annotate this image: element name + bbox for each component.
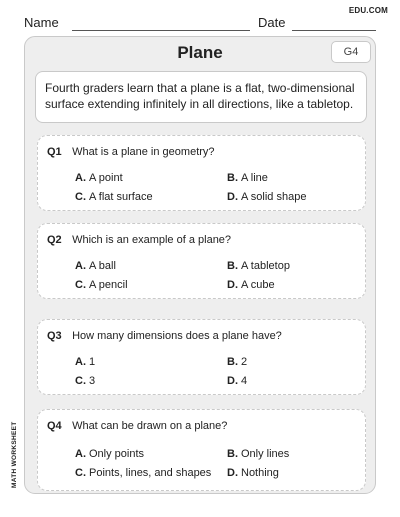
answer-option-d[interactable] [227,375,247,387]
option-text: Points, lines, and shapes [89,467,212,479]
answer-option-a[interactable] [75,356,95,368]
answer-option-c[interactable] [75,467,211,479]
math-worksheet-side-label: MATH WORKSHEET [11,421,18,488]
question-text: How many dimensions does a plane have? [72,330,282,342]
answer-option-c[interactable] [75,375,95,387]
answer-option-b[interactable] [227,260,290,272]
option-text: A line [241,172,268,184]
option-text: Nothing [241,467,279,479]
answer-option-b[interactable] [227,356,247,368]
option-letter: B. [227,260,238,272]
question-text: What can be drawn on a plane? [72,420,228,432]
option-text: 3 [89,375,96,387]
intro-text: Fourth graders learn that a plane is a flat, two-dimensional surface extending infinitely in all directions, like a tabletop. [35,71,367,123]
name-field-line[interactable] [72,30,250,31]
option-letter: B. [227,356,238,368]
question-text: What is a plane in geometry? [72,146,215,158]
date-label: Date [258,15,286,30]
option-letter: A. [75,356,86,368]
answer-option-c[interactable] [75,191,153,203]
option-letter: D. [227,191,238,203]
question-header [47,234,231,246]
option-text: Only points [89,448,145,460]
option-text: A tabletop [241,260,290,272]
question-header [47,146,215,158]
option-text: A point [89,172,123,184]
option-text: A cube [241,279,275,291]
worksheet-panel [24,36,376,494]
answer-option-b[interactable] [227,448,289,460]
option-letter: A. [75,172,86,184]
date-field-line[interactable] [292,30,376,31]
option-letter: A. [75,260,86,272]
grade-badge: G4 [331,41,371,63]
answer-option-c[interactable] [75,279,128,291]
name-date-row [24,15,376,31]
worksheet-title: Plane [177,43,223,62]
option-text: 2 [241,356,248,368]
edu-logo: EDU.COM [348,6,388,15]
question-number: Q1 [47,146,62,158]
question-card-1 [37,135,366,211]
option-letter: D. [227,279,238,291]
title-bar [25,37,375,67]
option-letter: C. [75,467,86,479]
option-letter: D. [227,375,238,387]
option-letter: A. [75,448,86,460]
question-number: Q4 [47,420,62,432]
question-card-2 [37,223,366,299]
question-card-4 [37,409,366,491]
option-text: A ball [89,260,116,272]
option-text: Only lines [241,448,290,460]
option-text: A pencil [89,279,128,291]
question-number: Q2 [47,234,62,246]
option-text: 1 [89,356,96,368]
question-header [47,330,282,342]
option-letter: D. [227,467,238,479]
question-card-3 [37,319,366,395]
option-letter: B. [227,172,238,184]
option-letter: C. [75,375,86,387]
answer-option-a[interactable] [75,448,144,460]
question-text: Which is an example of a plane? [72,234,232,246]
option-letter: C. [75,191,86,203]
question-header [47,420,227,432]
option-letter: C. [75,279,86,291]
option-text: A solid shape [241,191,307,203]
answer-option-d[interactable] [227,191,306,203]
option-text: A flat surface [89,191,153,203]
option-letter: B. [227,448,238,460]
answer-option-a[interactable] [75,260,116,272]
answer-option-a[interactable] [75,172,123,184]
question-number: Q3 [47,330,62,342]
answer-option-b[interactable] [227,172,268,184]
answer-option-d[interactable] [227,467,279,479]
answer-option-d[interactable] [227,279,275,291]
name-label: Name [24,15,59,30]
option-text: 4 [241,375,248,387]
